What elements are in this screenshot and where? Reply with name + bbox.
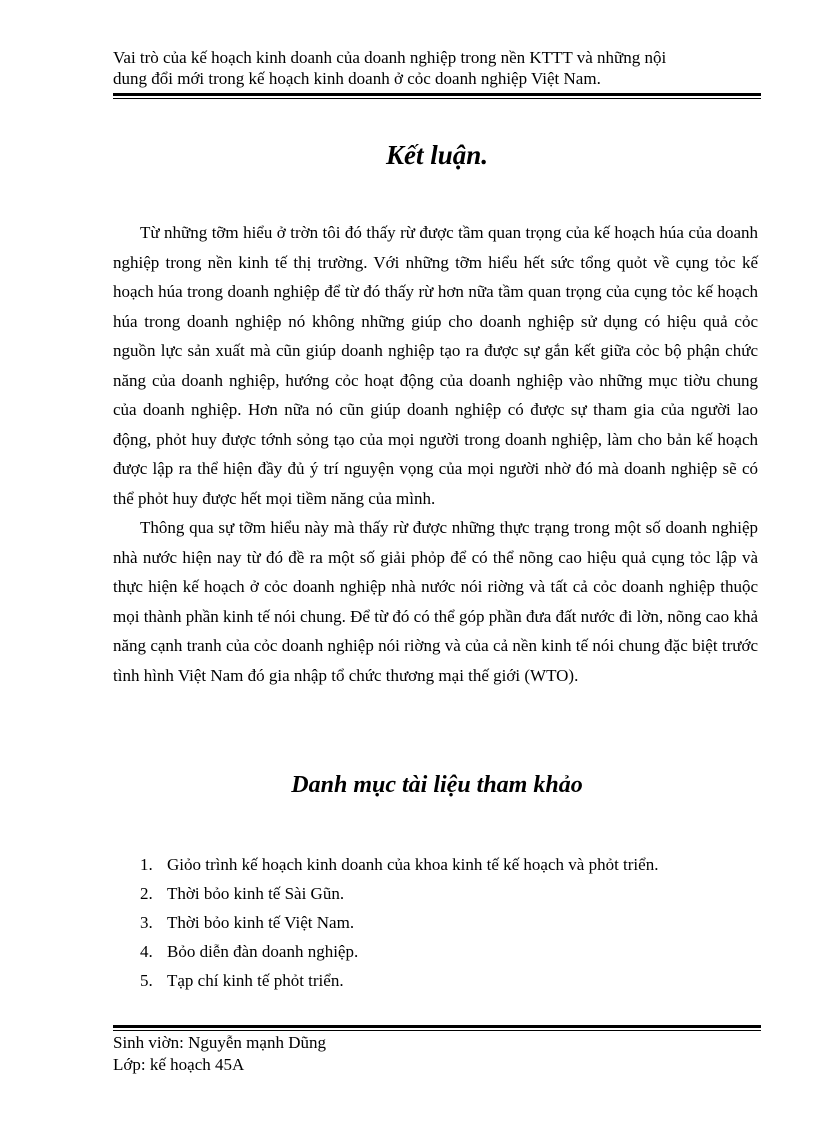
header-line-1: Vai trò của kế hoạch kinh doanh của doanh nghiệp trong nền KTTT và những nội (113, 48, 667, 67)
list-item-number: 5. (140, 971, 153, 990)
list-item-text: Thời bỏo kinh tế Sài Gũn. (167, 884, 345, 903)
list-item-number: 2. (140, 884, 153, 903)
list-item-text: Bỏo diễn đàn doanh nghiệp. (167, 942, 359, 961)
list-item (140, 908, 760, 937)
list-item-text: Thời bỏo kinh tế Việt Nam. (167, 913, 355, 932)
list-item-number: 3. (140, 913, 153, 932)
page-header (113, 47, 761, 89)
footer-class: Lớp: kế hoạch 45A (113, 1055, 245, 1074)
footer-rule (113, 1025, 761, 1031)
header-rule (113, 93, 761, 99)
list-item-number: 4. (140, 942, 153, 961)
list-item-text: Tạp chí kinh tế phỏt triển. (167, 971, 344, 990)
page-footer (113, 1032, 761, 1076)
references-title: Danh mục tài liệu tham khảo (291, 772, 583, 798)
list-item (140, 937, 760, 966)
list-item-text: Giỏo trình kế hoạch kinh doanh của khoa kinh tế kế hoạch và phỏt triển. (167, 855, 659, 874)
list-item-number: 1. (140, 855, 153, 874)
references-list (140, 850, 760, 995)
conclusion-title: Kết luận. (385, 140, 489, 170)
list-item (140, 850, 760, 879)
footer-student: Sinh viờn: Nguyễn mạnh Dũng (113, 1033, 326, 1052)
list-item (140, 966, 760, 995)
conclusion-body (113, 218, 758, 690)
list-item (140, 879, 760, 908)
paragraph: Thông qua sự tỡm hiểu này mà thấy rừ được những thực trạng trong một số doanh nghiệp nhà nước hiện nay từ đó đề ra một số giải phỏp để có thể nõng cao hiệu quả cụng tỏc lập và thực hiện kế hoạch ở cỏc doanh nghiệp nhà nước nói riờng và tất cả cỏc doanh nghiệp thuộc mọi thành phần kinh tế nói chung. Để từ đó có thể góp phần đưa đất nước đi lờn, nõng cao khả năng cạnh tranh của cỏc doanh nghiệp nói riờng và của cả nền kinh tế nói chung đặc biệt trước tình hình Việt Nam đó gia nhập tổ chức thương mại thế giới (WTO). (113, 518, 758, 685)
paragraph: Từ những tỡm hiểu ở trờn tôi đó thấy rừ được tầm quan trọng của kế hoạch húa của doanh nghiệp trong nền kinh tế thị trường. Với những tỡm hiểu hết sức tổng quỏt về cụng tỏc kế hoạch húa trong doanh nghiệp để từ đó thấy rừ hơn nữa tầm quan trọng của cụng tỏc kế hoạch húa trong doanh nghiệp nó không những giúp cho doanh nghiệp sử dụng có hiệu quả cỏc nguồn lực sản xuất mà cũn giúp doanh nghiệp tạo ra được sự gắn kết giữa cỏc bộ phận chức năng của doanh nghiệp, hướng cỏc hoạt động của doanh nghiệp vào những mục tiờu chung của doanh nghiệp. Hơn nữa nó cũn giúp doanh nghiệp có được sự tham gia của người lao động, phỏt huy được tớnh sỏng tạo của mọi người trong doanh nghiệp, làm cho bản kế hoạch được lập ra thể hiện đầy đủ ý trí nguyện vọng của mọi người nhờ đó mà doanh nghiệp sẽ có thể phỏt huy được hết mọi tiềm năng của mình. (113, 223, 758, 508)
header-line-2: dung đổi mới trong kế hoạch kinh doanh ở cỏc doanh nghiệp Việt Nam. (113, 69, 601, 88)
